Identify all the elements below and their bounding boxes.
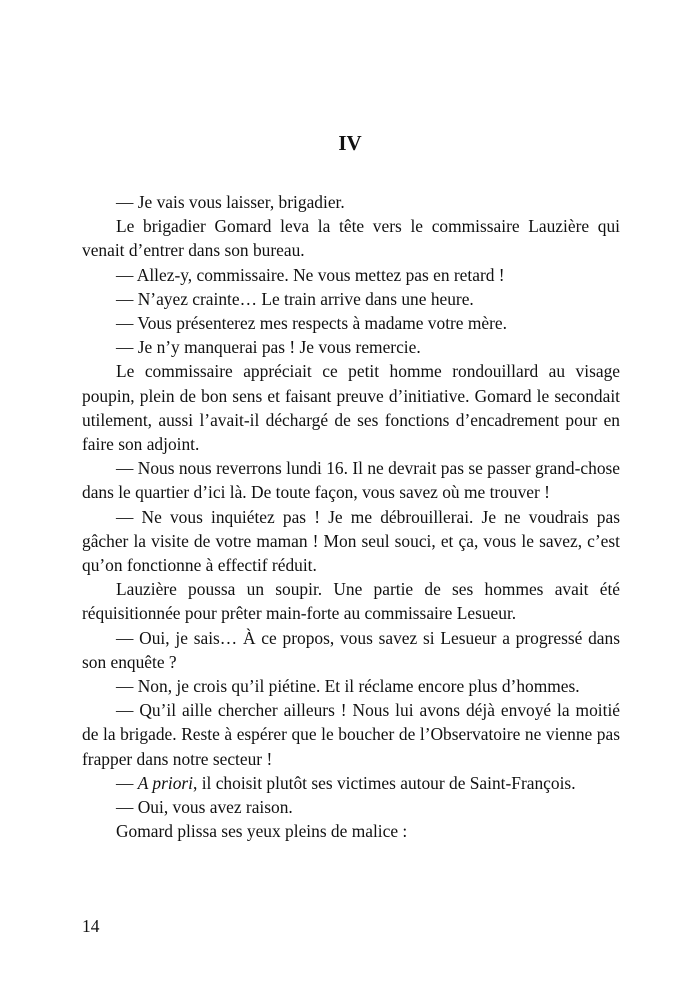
paragraph: — Allez-y, commissaire. Ne vous mettez pas en retard !	[116, 264, 505, 285]
paragraph: Gomard plissa ses yeux pleins de malice :	[116, 821, 408, 842]
page-number: 14	[82, 916, 100, 936]
paragraph: — Ne vous inquiétez pas ! Je me débrouillerai. Je ne voudrais pas gâcher la visite de votre maman ! Mon seul souci, et ça, vous le savez, c’est qu’on fonctionne à effectif réduit.	[82, 506, 620, 576]
paragraph: Lauzière poussa un soupir. Une partie de ses hommes avait été réquisitionnée pour prêter main-forte au commissaire Lesueur.	[82, 579, 620, 624]
paragraph: — Non, je crois qu’il piétine. Et il réclame encore plus d’hommes.	[116, 676, 580, 697]
paragraph: — Nous nous reverrons lundi 16. Il ne devrait pas se passer grand-chose dans le quartier d’ici là. De toute façon, vous savez où me trouver !	[82, 458, 620, 503]
paragraph: Le commissaire appréciait ce petit homme rondouillard au visage poupin, plein de bon sens et faisant preuve d’initiative. Gomard le secondait utilement, aussi l’avait-il déchargé de ses fonctions d’encadrement pour en faire son adjoint.	[82, 361, 620, 455]
paragraph: — Vous présenterez mes respects à madame votre mère.	[116, 313, 507, 334]
paragraph: — Je vais vous laisser, brigadier.	[116, 192, 345, 212]
body-text	[82, 190, 620, 843]
paragraph: — Qu’il aille chercher ailleurs ! Nous lui avons déjà envoyé la moitié de la brigade. Reste à espérer que le boucher de l’Observatoire ne vienne pas frapper dans notre secteur !	[82, 700, 620, 769]
paragraph: — Oui, vous avez raison.	[116, 797, 293, 818]
paragraph: — Je n’y manquerai pas ! Je vous remercie.	[116, 337, 421, 358]
paragraph-rest: , il choisit plutôt ses victimes autour de Saint-François.	[193, 772, 576, 793]
paragraph: — N’ayez crainte… Le train arrive dans une heure.	[116, 288, 474, 309]
paragraph: — Oui, je sais… À ce propos, vous savez si Lesueur a progressé dans son enquête ?	[82, 627, 620, 672]
dialogue-dash: —	[116, 772, 138, 793]
chapter-heading: IV	[338, 131, 362, 155]
paragraph-apriori	[82, 771, 620, 795]
paragraph: Le brigadier Gomard leva la tête vers le commissaire Lauzière qui venait d’entrer dans son bureau.	[82, 216, 620, 261]
italic-phrase: A priori	[137, 772, 193, 793]
